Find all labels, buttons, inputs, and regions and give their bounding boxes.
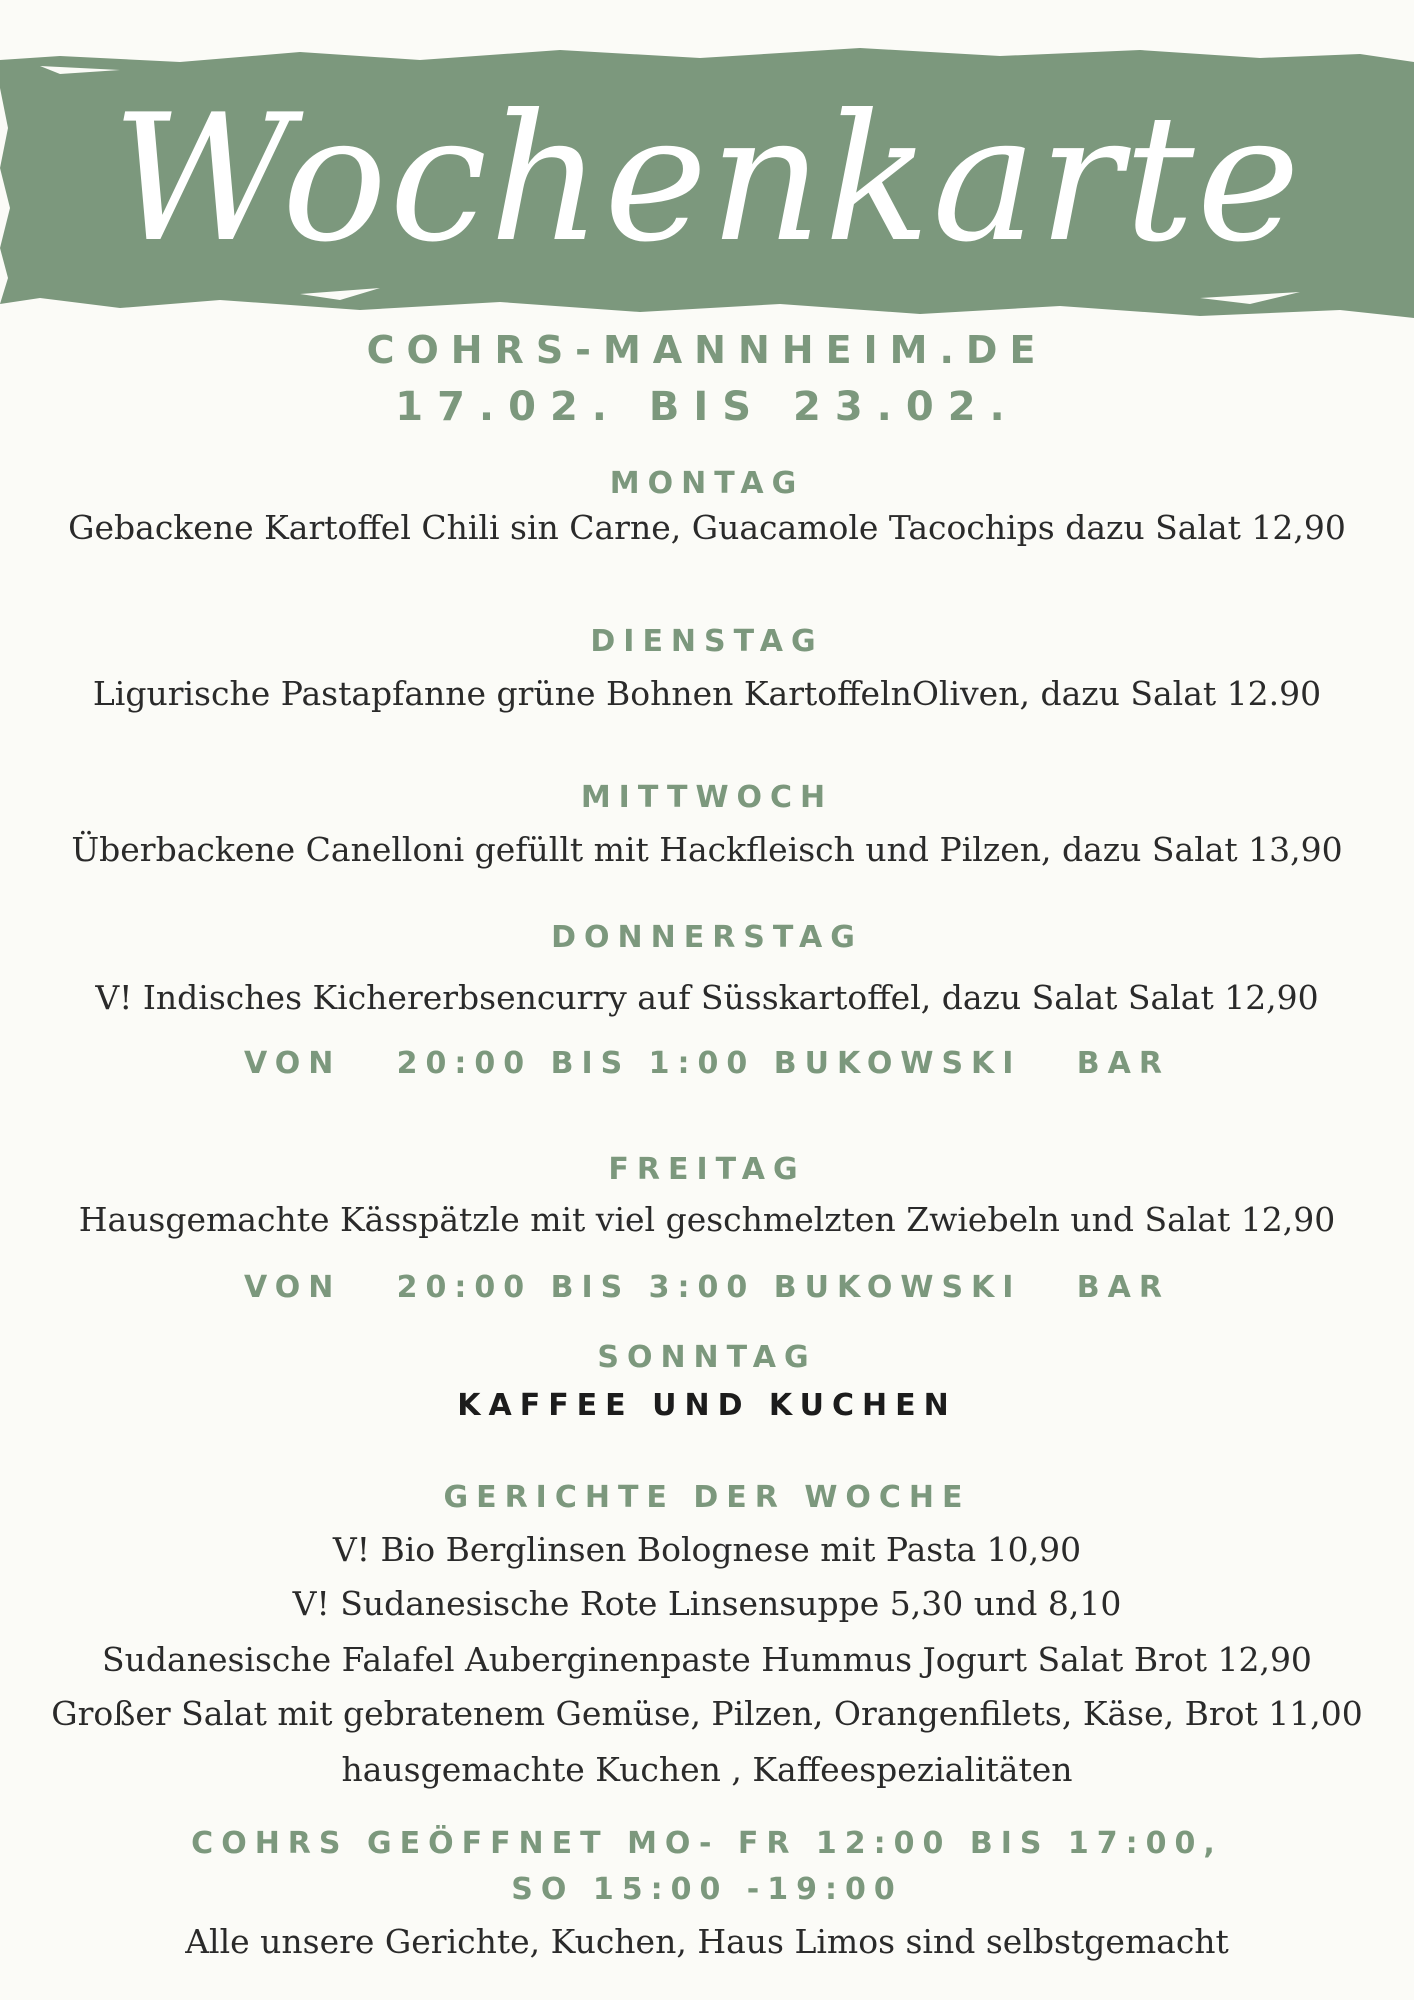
- day-heading-sonntag: SONNTAG: [597, 1340, 817, 1375]
- day-heading-dienstag: DIENSTAG: [590, 624, 824, 659]
- opening-hours-line2: SO 15:00 -19:00: [511, 1872, 903, 1907]
- weekly-dishes-heading: GERICHTE DER WOCHE: [443, 1480, 971, 1515]
- date-range: 17.02. BIS 23.02.: [395, 384, 1019, 430]
- weekly-dish-item: Großer Salat mit gebratenem Gemüse, Pilzen, Orangenfilets, Käse, Brot 11,00: [51, 1694, 1363, 1733]
- dish-freitag: Hausgemachte Kässpätzle mit viel geschmelzten Zwiebeln und Salat 12,90: [78, 1200, 1336, 1239]
- day-heading-montag: MONTAG: [609, 466, 805, 501]
- day-heading-mittwoch: MITTWOCH: [580, 780, 834, 815]
- day-heading-donnerstag: DONNERSTAG: [551, 920, 863, 955]
- website-label: COHRS-MANNHEIM.DE: [366, 328, 1048, 372]
- dish-mittwoch: Überbackene Canelloni gefüllt mit Hackfleisch und Pilzen, dazu Salat 13,90: [71, 830, 1343, 869]
- weekly-dish-item: hausgemachte Kuchen , Kaffeespezialitäten: [341, 1750, 1073, 1789]
- dish-sonntag: KAFFEE UND KUCHEN: [457, 1388, 957, 1423]
- dish-dienstag: Ligurische Pastapfanne grüne Bohnen KartoffelnOliven, dazu Salat 12.90: [92, 674, 1322, 713]
- dish-montag: Gebackene Kartoffel Chili sin Carne, Guacamole Tacochips dazu Salat 12,90: [68, 508, 1346, 547]
- bar-hours-freitag: VON 20:00 BIS 3:00 BUKOWSKI BAR: [244, 1270, 1170, 1305]
- weekly-dish-item: V! Bio Berglinsen Bolognese mit Pasta 10,90: [332, 1530, 1082, 1569]
- homemade-note: Alle unsere Gerichte, Kuchen, Haus Limos sind selbstgemacht: [185, 1922, 1229, 1961]
- weekly-dish-item: V! Sudanesische Rote Linsensuppe 5,30 und 8,10: [292, 1584, 1122, 1623]
- page-title: Wochenkarte: [111, 78, 1303, 281]
- dish-donnerstag: V! Indisches Kichererbsencurry auf Süsskartoffel, dazu Salat Salat 12,90: [95, 978, 1319, 1017]
- opening-hours-line1: COHRS GEÖFFNET MO- FR 12:00 BIS 17:00,: [191, 1826, 1223, 1861]
- weekly-dish-item: Sudanesische Falafel Auberginenpaste Hummus Jogurt Salat Brot 12,90: [102, 1640, 1312, 1679]
- bar-hours-donnerstag: VON 20:00 BIS 1:00 BUKOWSKI BAR: [244, 1046, 1170, 1081]
- day-heading-freitag: FREITAG: [608, 1152, 806, 1187]
